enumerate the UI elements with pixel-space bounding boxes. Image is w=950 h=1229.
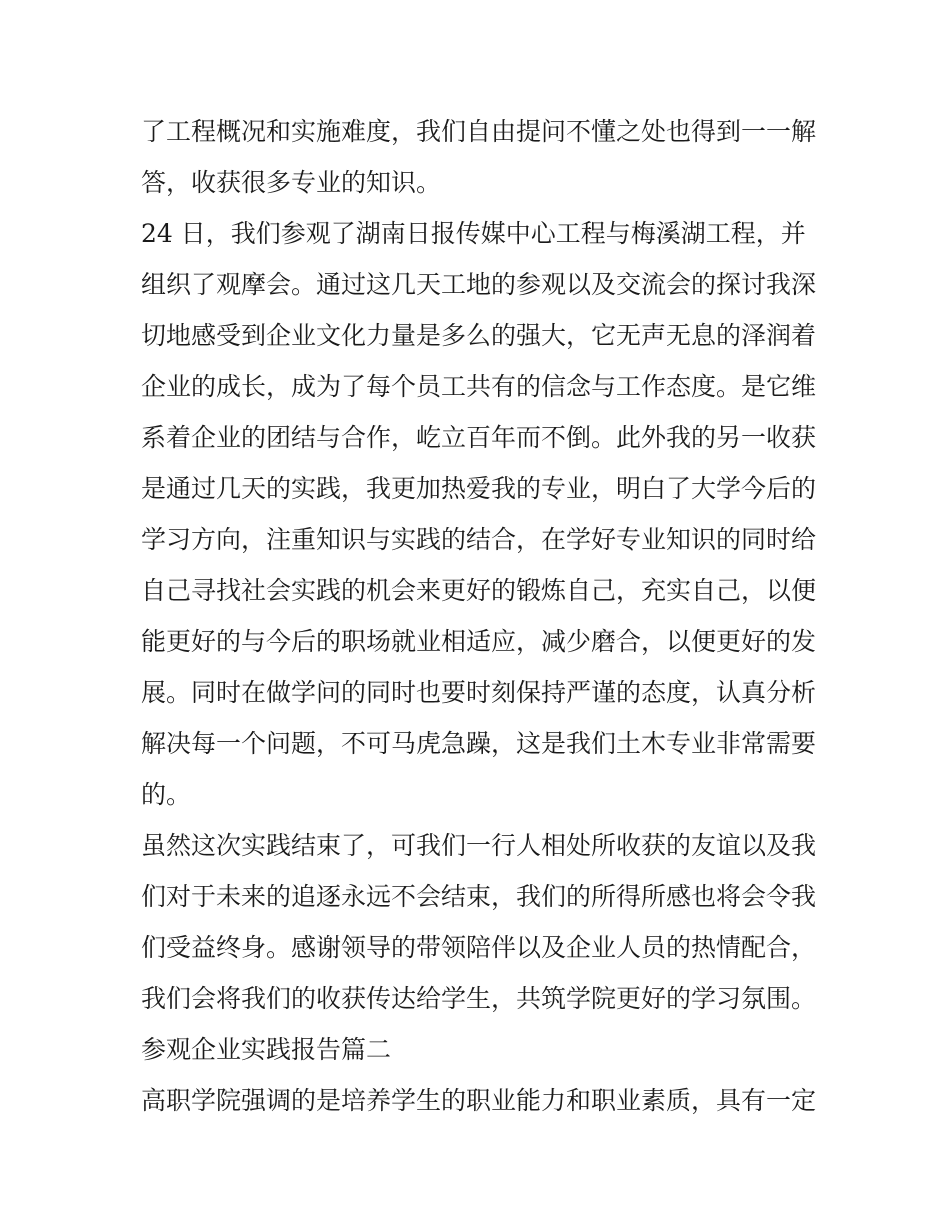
text-line: 答，收获很多专业的知识。 (141, 168, 442, 197)
section-heading: 参观企业实践报告篇二 (141, 1035, 392, 1064)
text-line: 展。同时在做学问的同时也要时刻保持严谨的态度，认真分析 (141, 678, 817, 707)
text-line: 了工程概况和实施难度，我们自由提问不懂之处也得到一一解 (141, 117, 817, 146)
document-body (141, 106, 821, 1126)
text-line: 切地感受到企业文化力量是多么的强大，它无声无息的泽润着 (141, 321, 817, 350)
text-line: 们对于未来的追逐永远不会结束，我们的所得所感也将会令我 (141, 882, 817, 911)
text-line: 的。 (141, 780, 192, 809)
text-line: 学习方向，注重知识与实践的结合，在学好专业知识的同时给 (141, 525, 817, 554)
text-line: 企业的成长，成为了每个员工共有的信念与工作态度。是它维 (141, 372, 817, 401)
text-line: 解决每一个问题，不可马虎急躁，这是我们土木专业非常需要 (141, 729, 817, 758)
text-line: 组织了观摩会。通过这几天工地的参观以及交流会的探讨我深 (141, 270, 817, 299)
text-line: 高职学院强调的是培养学生的职业能力和职业素质，具有一定 (141, 1086, 817, 1115)
text-line: 是通过几天的实践，我更加热爱我的专业，明白了大学今后的 (141, 474, 817, 503)
text-line: 我们会将我们的收获传达给学生，共筑学院更好的学习氛围。 (141, 984, 817, 1013)
text-line: 24 日，我们参观了湖南日报传媒中心工程与梅溪湖工程，并 (141, 219, 806, 248)
text-line: 自己寻找社会实践的机会来更好的锻炼自己，充实自己，以便 (141, 576, 817, 605)
text-line: 能更好的与今后的职场就业相适应，减少磨合，以便更好的发 (141, 627, 817, 656)
text-line: 虽然这次实践结束了，可我们一行人相处所收获的友谊以及我 (141, 831, 817, 860)
text-line: 系着企业的团结与合作，屹立百年而不倒。此外我的另一收获 (141, 423, 817, 452)
text-line: 们受益终身。感谢领导的带领陪伴以及企业人员的热情配合， (141, 933, 817, 962)
